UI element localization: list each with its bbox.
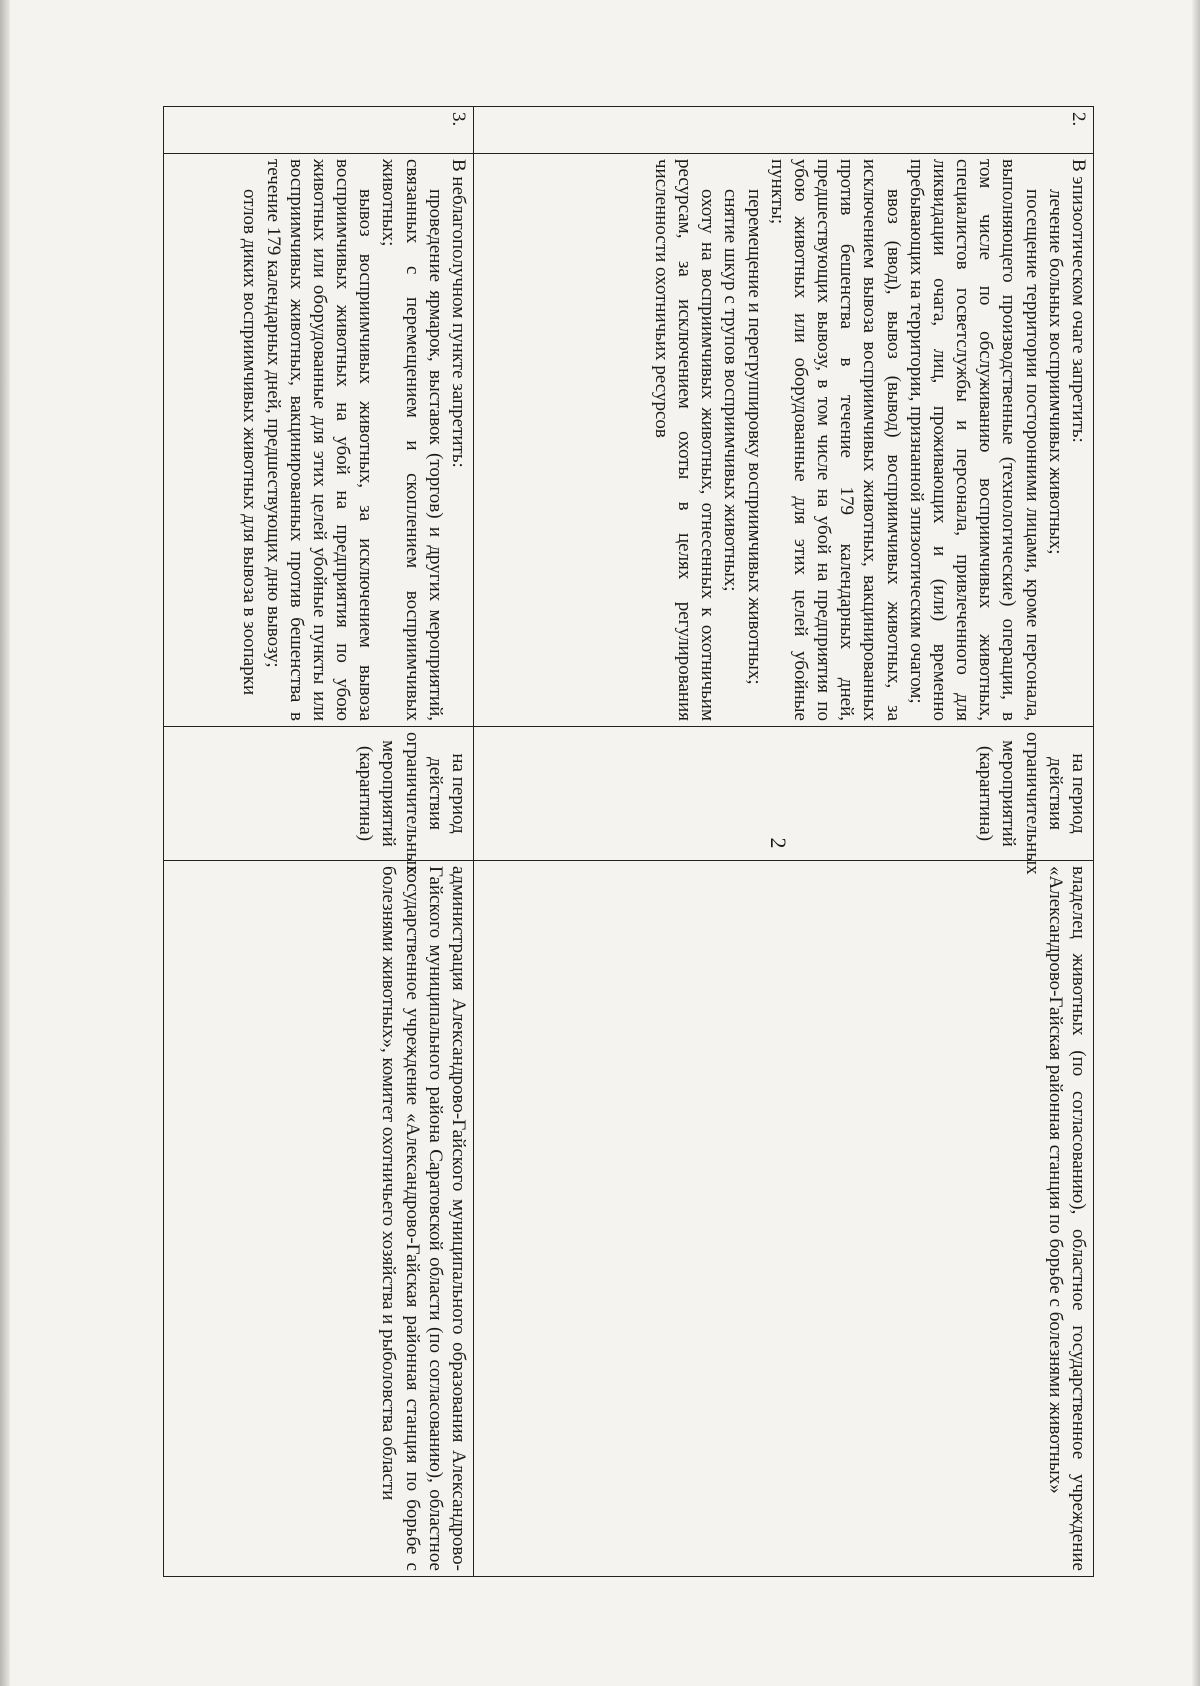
period-line: на период: [1068, 753, 1089, 834]
period-line: мероприятий: [378, 740, 400, 847]
period-cell: [474, 727, 1094, 875]
measure-item: посещение территории посторонними лицами, кроме персонала, выполняющего производственные (технологические) операции, в том числе по обслуживанию восприимчивых животных, специалистов госветслужбы и персонала, привлеченного для ликвидации очага, лиц, проживающих и (или) временно пребывающих на территории, признанной эпизоотическим очагом;: [905, 159, 1043, 721]
period-line: мероприятий: [998, 740, 1020, 847]
period-line: (карантина): [355, 745, 377, 842]
table-row: [474, 107, 1094, 1577]
responsible-text: администрация Александрово-Гайского муниципального образования Александрово-Гайского муниципального района Саратовской области (по согласованию), областное государственное учреждение «Александрово-Гайская районная станция по борьбе с болезнями животных», комитет охотничьего хозяйства и рыболовства области: [378, 866, 469, 1571]
measures-cell: [164, 154, 474, 727]
period-line: ограничительных: [401, 732, 423, 875]
responsible-cell: [474, 861, 1094, 1577]
period-line: ограничительных: [1021, 732, 1043, 875]
period-line: действия: [1044, 757, 1066, 830]
measure-item: охоту на восприимчивых животных, отнесенных к охотничьим ресурсам, за исключением охоты в целях регулирования численности охотничьих ресурсов: [650, 159, 719, 721]
row-number-cell: 3.: [164, 107, 474, 154]
period-line: на период: [448, 753, 469, 834]
measure-item: проведение ярмарок, выставок (торгов) и других мероприятий, связанных с перемещением и скоплением восприимчивых животных;: [378, 159, 446, 721]
measures-cell: [474, 154, 1094, 727]
measure-heading: В эпизоотическом очаге запретить:: [1068, 159, 1089, 443]
table-row: [164, 107, 474, 1577]
responsible-cell: [164, 861, 474, 1577]
measures-table-container: [164, 106, 1094, 1576]
period-cell: [164, 727, 474, 875]
row-number-cell: 2.: [474, 107, 1094, 154]
period-line: (карантина): [975, 745, 997, 842]
measure-heading: В неблагополучном пункте запретить:: [448, 159, 469, 468]
scan-edge-left: [0, 0, 10, 1686]
measure-item: снятие шкур с трупов восприимчивых животных;: [720, 189, 742, 592]
measures-table: [163, 106, 1094, 1577]
measure-item: отлов диких восприимчивых животных для вывоза в зоопарки: [239, 189, 261, 696]
measure-item: вывоз восприимчивых животных, за исключением вывоза восприимчивых животных на убой на предприятия по убою животных или оборудованные для этих целей убойные пункты или восприимчивых животных, вакцинированных против бешенства в течение 179 календарных дней, предшествующих дню вывозу;: [262, 159, 377, 721]
scan-edge-right: [1192, 0, 1200, 1686]
page-number: 2: [766, 837, 791, 849]
measure-item: лечение больных восприимчивых животных;: [1044, 189, 1066, 555]
measure-item: ввоз (ввод), вывоз (вывод) восприимчивых животных, за исключением вывоза восприимчивых животных, вакцинированных против бешенства в течение 179 календарных дней, предшествующих вывозу, в том числе на убой на предприятия по убою животных или оборудованные для этих целей убойные пункты;: [766, 159, 904, 721]
measure-item: перемещение и перегруппировку восприимчивых животных;: [743, 189, 765, 685]
responsible-text: владелец животных (по согласованию), областное государственное учреждение «Александрово-Гайская районная станция по борьбе с болезнями животных»: [1044, 866, 1089, 1571]
period-line: действия: [424, 757, 446, 830]
